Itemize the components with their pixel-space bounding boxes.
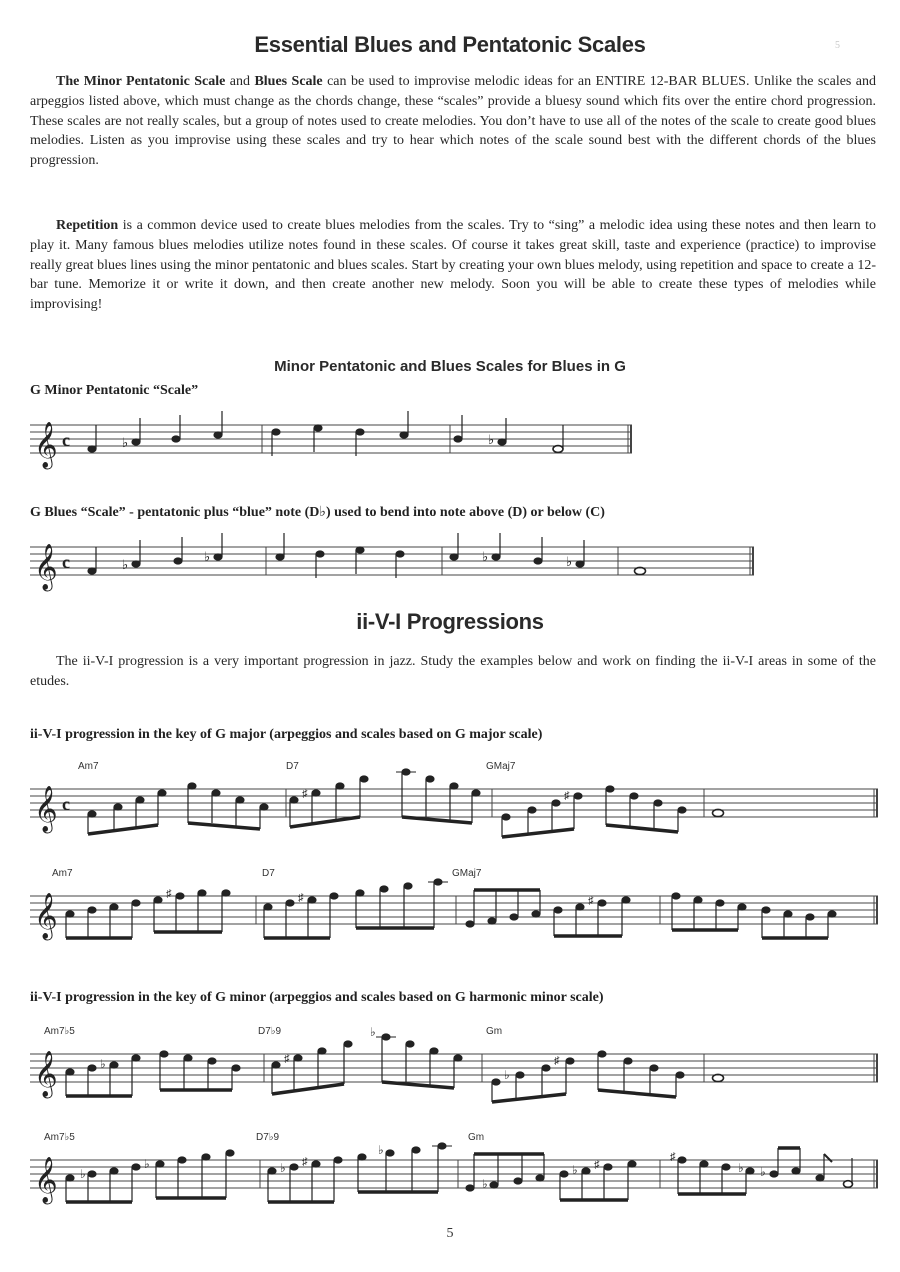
ii-v-i-paragraph-text: The ii-V-I progression is a very important progression in jazz. Study the examples below and work on finding the ii-V-I areas in some of the etudes. [30, 654, 876, 689]
ii-v-i-heading: ii-V-I Progressions [356, 609, 544, 634]
svg-text:♭: ♭ [80, 1167, 86, 1181]
common-time-icon: c [62, 794, 70, 814]
chord-symbol-major-v: D7 [286, 761, 299, 772]
chord-symbol-major-ii: Am7 [78, 761, 99, 772]
treble-clef-icon: 𝄞 [34, 1051, 58, 1096]
svg-text:♯: ♯ [298, 892, 304, 904]
svg-text:♯: ♯ [302, 1156, 308, 1168]
common-time-icon: c [62, 552, 70, 572]
chord-symbol-minor-ii: Am7♭5 [44, 1132, 75, 1143]
chord-symbol-major-ii: Am7 [52, 868, 73, 879]
chord-symbol-major-i: GMaj7 [452, 868, 482, 879]
corner-mark: 5 [835, 40, 840, 51]
major-ii-v-i-staff-1 [30, 757, 880, 847]
chord-symbol-major-v: D7 [262, 868, 275, 879]
svg-text:♭: ♭ [504, 1068, 510, 1082]
minor-pentatonic-term: The Minor Pentatonic Scale [56, 74, 226, 89]
svg-text:♭: ♭ [204, 549, 211, 564]
intro-paragraph-2-text: is a common device used to create blues melodies from the scales. Try to “sing” a melodic idea using these notes and then learn to play it. Many famous blues melodies utilize notes found in these scales. Of course it takes great skill, taste and experience (practice) to improvise really great blues lines using the minor pentatonic and blues scales. Start by creating your own blues melody, using repetition and space to create a 12-bar tune. Memorize it or write it down, and then create another new melody. Soon you will be able to create these types of melodies while improvising! [30, 218, 876, 313]
svg-text:♭: ♭ [738, 1161, 744, 1175]
svg-text:♯: ♯ [594, 1159, 600, 1171]
blues-scale-term: Blues Scale [254, 74, 323, 89]
chord-symbol-minor-i: Gm [468, 1132, 485, 1143]
minor-pentatonic-label: G Minor Pentatonic “Scale” [30, 383, 199, 398]
svg-text:♭: ♭ [280, 1161, 286, 1175]
svg-text:♭: ♭ [122, 557, 129, 572]
blues-scale-label: G Blues “Scale” - pentatonic plus “blue” note (D♭) used to bend into note above (D) or below (C) [30, 505, 605, 520]
chord-symbol-minor-i: Gm [486, 1026, 503, 1037]
intro-paragraph-2 [30, 216, 876, 315]
page-number: 5 [446, 1226, 454, 1241]
page-title: Essential Blues and Pentatonic Scales [254, 32, 646, 57]
treble-clef-icon: 𝄞 [34, 893, 58, 938]
svg-text:♯: ♯ [670, 1151, 676, 1163]
svg-text:♭: ♭ [144, 1157, 150, 1171]
svg-text:♭: ♭ [100, 1057, 106, 1071]
svg-text:♭: ♭ [370, 1025, 376, 1039]
intro-paragraph-1 [30, 72, 876, 171]
svg-text:♯: ♯ [588, 895, 594, 907]
treble-clef-icon: 𝄞 [34, 422, 58, 467]
svg-text:♭: ♭ [760, 1165, 766, 1179]
svg-text:♭: ♭ [122, 435, 129, 450]
treble-clef-icon: 𝄞 [34, 544, 58, 589]
svg-text:♭: ♭ [482, 549, 489, 564]
svg-text:♯: ♯ [302, 788, 308, 800]
conjunction: and [225, 74, 255, 89]
minor-ii-v-i-label: ii-V-I progression in the key of G minor (arpeggios and scales based on G harmonic minor scale) [30, 990, 604, 1005]
ii-v-i-paragraph [30, 652, 876, 692]
chord-symbol-minor-v: D7♭9 [256, 1132, 280, 1143]
minor-ii-v-i-staff-2 [30, 1128, 880, 1220]
svg-text:♭: ♭ [566, 554, 573, 569]
major-ii-v-i-staff-2 [30, 864, 880, 954]
svg-text:♯: ♯ [554, 1055, 560, 1067]
intro-paragraph-1-text: can be used to improvise melodic ideas for an ENTIRE 12-BAR BLUES. Unlike the scales and arpeggios listed above, which must change as the chords change, these “scales” provide a bluesy sound which fits over the entire chord progression. These scales are not really scales, but a group of notes used to create melodies. You don’t have to use all of the notes of the scale to create good blues melodies. Listen as you improvise using these scales and try to hear which notes of the scale sound best with the different chords of the blues progression. [30, 74, 877, 169]
svg-text:♭: ♭ [488, 432, 495, 447]
repetition-term: Repetition [56, 218, 119, 233]
minor-pentatonic-staff [30, 405, 880, 480]
chord-symbol-major-i: GMaj7 [486, 761, 516, 772]
chord-symbol-minor-ii: Am7♭5 [44, 1026, 75, 1037]
svg-text:♭: ♭ [378, 1143, 384, 1157]
svg-text:♭: ♭ [482, 1177, 488, 1191]
minor-ii-v-i-staff-1 [30, 1022, 880, 1112]
blues-section-heading: Minor Pentatonic and Blues Scales for Blues in G [274, 358, 626, 375]
svg-text:♯: ♯ [564, 790, 570, 802]
treble-clef-icon: 𝄞 [34, 786, 58, 831]
svg-text:♯: ♯ [284, 1053, 290, 1065]
major-ii-v-i-label: ii-V-I progression in the key of G major (arpeggios and scales based on G major scale) [30, 727, 543, 742]
blues-scale-staff [30, 527, 880, 602]
svg-text:♯: ♯ [166, 888, 172, 900]
treble-clef-icon: 𝄞 [34, 1157, 58, 1202]
chord-symbol-minor-v: D7♭9 [258, 1026, 282, 1037]
common-time-icon: c [62, 430, 70, 450]
svg-text:♭: ♭ [572, 1163, 578, 1177]
